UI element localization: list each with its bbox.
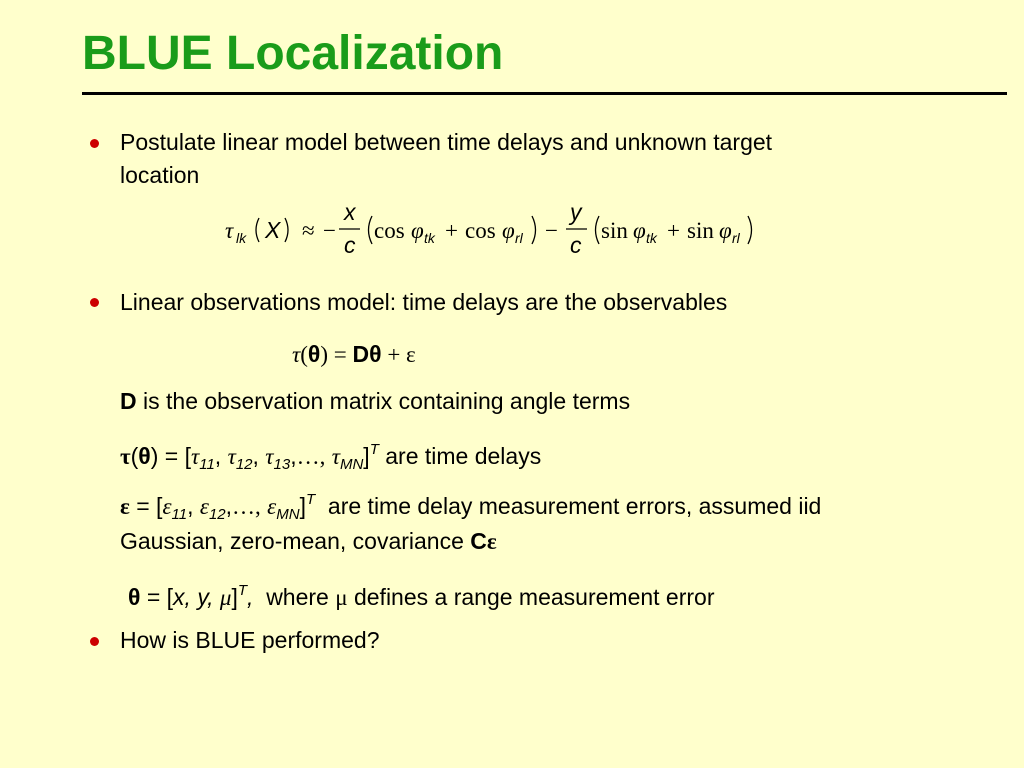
eq1-paren [256, 218, 259, 242]
bullet-2-text: Linear observations model: time delays are the observables [120, 289, 728, 315]
eq1-sin2: sin [687, 218, 714, 243]
eq1-frac1-den: c [344, 232, 356, 258]
eq1-plus2: + [667, 218, 680, 243]
epsilon-definition: $\varepsilon = [\varepsilon_{11}$, $\varepsilon_{12},\dots$, $\varepsilon_{MN}]^T$ are time delay measurement errors, assumed iid [120, 491, 822, 523]
eq1-phi2-sub: rl [515, 230, 523, 246]
eq1-paren [369, 216, 373, 244]
gaussian-text: Gaussian, zero-mean, covariance [120, 528, 471, 554]
eq2-plus: + [381, 342, 407, 367]
eq1-sin1: sin [601, 218, 628, 243]
tau-dots: …, [296, 444, 326, 469]
bullet-marker [90, 637, 99, 646]
eq1-tau-sub: lk [236, 230, 247, 246]
eq2-eps: ε [406, 342, 416, 367]
bullet-1-text-line1: Postulate linear model between time delays and unknown target [120, 129, 773, 155]
eps-12-sub: 12 [208, 506, 226, 523]
tau-13-sub: 13 [273, 456, 291, 473]
eq2-D: D [352, 341, 370, 367]
gaussian-line [120, 525, 497, 558]
eq1-X: X [265, 217, 281, 243]
covariance-eps: ε [486, 529, 497, 554]
eq1-plus1: + [445, 218, 458, 243]
tau-MN-sub: MN [339, 456, 364, 473]
tau-13: τ [265, 444, 274, 469]
eq1-paren [748, 216, 752, 244]
bullet-marker [90, 139, 99, 148]
tau-12: τ [227, 444, 236, 469]
eq1-phi4-sub: rl [732, 230, 740, 246]
tau-eq: ) = [ [150, 443, 191, 469]
eq2-Dtheta: θ [369, 341, 382, 367]
eps-symbol: ε [120, 494, 130, 519]
eps-11-sub: 11 [171, 506, 188, 523]
linear-model-equation [225, 198, 785, 268]
eq1-paren [596, 216, 600, 244]
eps-12: ε [199, 494, 209, 519]
theta-mu: μ [219, 585, 232, 610]
eq1-minus: − [323, 218, 336, 243]
theta-eq: = [ [140, 584, 174, 610]
D-symbol: D [120, 388, 137, 414]
eq1-frac1-num: x [344, 199, 356, 225]
eq1-phi3-sub: tk [646, 230, 657, 246]
eq1-phi3: φ [633, 218, 646, 243]
theta-definition: θ = [x, y, μ]$^T$, where μ defines a range measurement error [128, 582, 715, 610]
tau-11-sub: 11 [199, 456, 215, 473]
observation-equation [292, 338, 416, 371]
eq2-equals: = [328, 342, 353, 367]
eq1-cos1: cos [374, 218, 405, 243]
eq1-paren [532, 216, 536, 244]
tau-definition: $\tau(\theta) = [\tau_{11}$, $\tau_{12}$, $\tau_{13},\dots$, $\tau_{MN}]^T$ are time delays [120, 441, 542, 473]
eps-MN: ε [267, 494, 277, 519]
tau-MN: τ [331, 444, 340, 469]
title-divider [82, 92, 1007, 95]
tau-theta: θ [138, 443, 151, 469]
eq1-phi1-sub: tk [424, 230, 435, 246]
tau-description: are time delays [378, 443, 542, 469]
theta-mu2: μ [335, 585, 348, 610]
eps-dots: …, [232, 494, 261, 519]
theta-description: defines a range measurement error [347, 584, 715, 610]
eq1-cos2: cos [465, 218, 496, 243]
eq1-frac2-den: c [570, 232, 582, 258]
eq1-phi1: φ [411, 218, 424, 243]
theta-vars: x, y, [173, 584, 220, 610]
covariance-C: C [470, 528, 487, 554]
eps-eq: = [ [129, 493, 163, 519]
eq2-theta: θ [307, 341, 321, 367]
eq1-phi2: φ [502, 218, 515, 243]
eq1-approx: ≈ [302, 218, 315, 243]
eq1-frac2-num: y [570, 199, 582, 225]
eps-MN-sub: MN [276, 506, 300, 523]
eps-11: ε [162, 494, 172, 519]
D-description: is the observation matrix containing angle terms [136, 388, 631, 414]
eps-transpose: T [305, 491, 316, 508]
eps-description: are time delay measurement errors, assumed iid [327, 493, 822, 519]
theta-transpose: T [237, 582, 248, 599]
slide-title: BLUE Localization [82, 27, 504, 80]
eq1-phi4: φ [719, 218, 732, 243]
eq2-close: ) [320, 342, 329, 367]
tau-transpose: T [369, 441, 379, 458]
tau-12-sub: 12 [235, 456, 253, 473]
tau-symbol: τ [120, 444, 131, 469]
D-definition [120, 385, 630, 417]
bullet-3-text: How is BLUE performed? [120, 627, 380, 653]
eq2-open: ( [300, 342, 308, 367]
theta-symbol: θ [128, 584, 141, 610]
theta-where: where [266, 584, 336, 610]
eq1-tau: τ [225, 218, 234, 243]
tau-11: τ [190, 444, 200, 469]
theta-comma: , [247, 584, 254, 610]
eq1-paren [285, 218, 288, 242]
bullet-marker [90, 298, 99, 307]
eq2-tau: τ [292, 342, 301, 367]
eq1-minus2: − [545, 218, 558, 243]
bullet-1-text-line2: location [120, 162, 200, 188]
